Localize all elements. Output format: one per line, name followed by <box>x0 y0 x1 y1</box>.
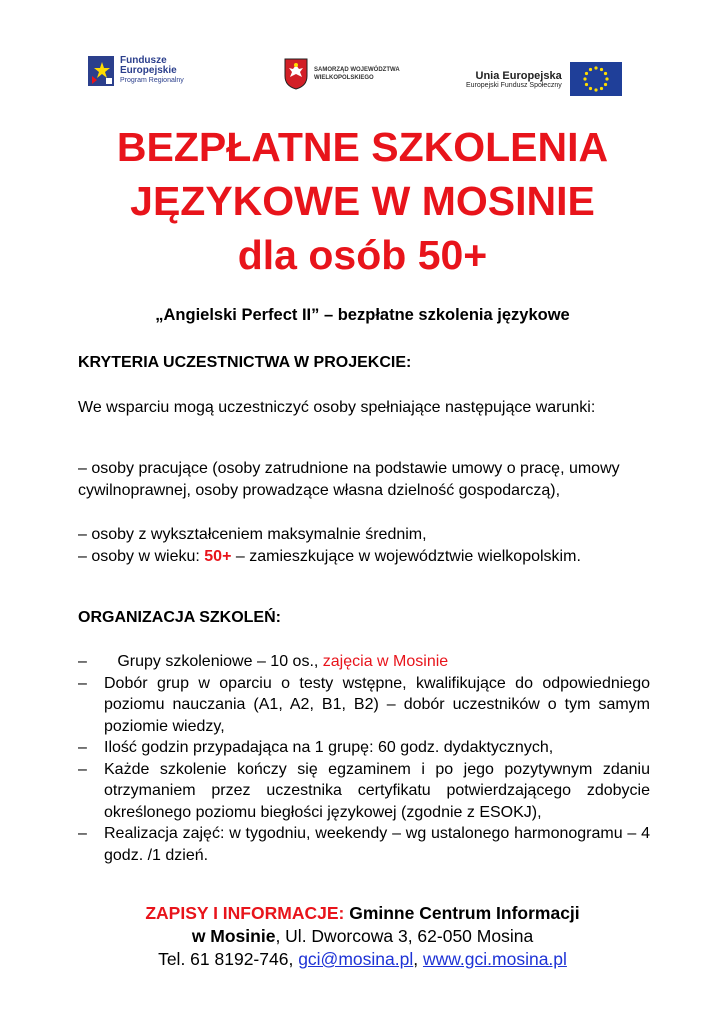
criteria-item-3-post: – zamieszkujące w województwie wielkopolskim. <box>231 548 581 565</box>
samorzad-line1: SAMORZĄD WOJEWÓDZTWA <box>314 67 400 73</box>
unia-europejska-logo <box>466 62 622 96</box>
eu-star <box>589 87 592 90</box>
list-dash: – <box>78 739 87 756</box>
fe-line3: Program Regionalny <box>120 77 184 84</box>
title-line2: JĘZYKOWE W MOSINIE <box>130 178 595 224</box>
subtitle: „Angielski Perfect II” – bezpłatne szkolenia językowe <box>155 306 570 324</box>
fundusze-europejskie-logo <box>88 56 184 86</box>
footer-line3 <box>0 948 725 971</box>
contact-separator: , <box>413 949 423 969</box>
title-line1: BEZPŁATNE SZKOLENIA <box>116 124 609 170</box>
fe-line2: Europejskie <box>120 65 177 76</box>
eu-star <box>583 77 586 80</box>
org-location: w Mosinie <box>191 926 276 946</box>
eu-star <box>585 72 588 75</box>
ue-line1: Unia Europejska <box>475 69 562 82</box>
eu-star <box>605 77 608 80</box>
fe-star-icon <box>88 56 114 86</box>
eu-star <box>600 87 603 90</box>
criteria-intro: We wsparciu mogą uczestniczyć osoby spełniające następujące warunki: <box>78 399 596 416</box>
list-item <box>78 673 650 738</box>
signup-label: ZAPISY I INFORMACJE: <box>145 903 345 923</box>
organization-heading: ORGANIZACJA SZKOLEŃ: <box>78 609 281 626</box>
website-link[interactable]: www.gci.mosina.pl <box>422 949 567 969</box>
email-link[interactable]: gci@mosina.pl <box>298 949 414 969</box>
list-item-location: zajęcia w Mosinie <box>322 653 449 670</box>
footer-line1 <box>0 902 725 925</box>
eu-flag-icon <box>570 62 622 96</box>
eu-star <box>604 72 607 75</box>
samorzad-line2: WIELKOPOLSKIEGO <box>314 75 374 81</box>
list-dash: – <box>78 760 87 778</box>
title-line3: dla osób 50+ <box>237 232 488 278</box>
criteria-heading: KRYTERIA UCZESTNICTWA W PROJEKCIE: <box>78 354 412 371</box>
ue-line2: Europejski Fundusz Społeczny <box>466 81 562 89</box>
eu-star <box>594 66 597 69</box>
criteria-item-3-pre: – osoby w wieku: <box>78 548 205 565</box>
criteria-item-3 <box>78 546 650 568</box>
list-dash: – <box>78 674 87 692</box>
list-item <box>78 759 650 824</box>
contact-footer <box>0 902 725 971</box>
list-item-text: Ilość godzin przypadająca na 1 grupę: 60 godz. dydaktycznych, <box>104 739 554 756</box>
list-item-text: Każde szkolenie kończy się egzaminem i po jego pozytywnym zdaniu otrzymaniem przez uczestnika certyfikatu potwierdzającego zdobycie określonego poziomu biegłości językowej (zgodnie z ESOKJ), <box>104 760 650 821</box>
eu-star <box>604 83 607 86</box>
list-item <box>78 823 650 866</box>
list-item <box>78 737 650 759</box>
org-name: Gminne Centrum Informacji <box>344 903 580 923</box>
coat-of-arms-icon <box>284 58 308 90</box>
criteria-item-2: – osoby z wykształceniem maksymalnie średnim, <box>78 526 427 543</box>
phone: Tel. 61 8192-746, <box>158 949 299 969</box>
footer-line2 <box>0 925 725 948</box>
list-item-text: Grupy szkoleniowe – 10 os., <box>104 653 323 670</box>
fe-line1: Fundusze <box>120 55 167 66</box>
address: , Ul. Dworcowa 3, 62-050 Mosina <box>275 926 534 946</box>
main-title <box>0 120 725 282</box>
eu-star <box>594 88 597 91</box>
eu-star <box>585 83 588 86</box>
eu-star <box>589 68 592 71</box>
list-item-text: Dobór grup w oparciu o testy wstępne, kwalifikujące do odpowiedniego poziomu nauczania (A1, A2, B1, B2) – dobór uczestników o tym samym poziomie wiedzy, <box>104 674 650 735</box>
list-dash: – <box>78 653 87 670</box>
eu-star <box>600 68 603 71</box>
list-item <box>78 651 650 673</box>
age-requirement: 50+ <box>204 548 232 565</box>
list-item-text: Realizacja zajęć: w tygodniu, weekendy – wg ustalonego harmonogramu – 4 godz. /1 dzień. <box>104 825 650 864</box>
samorzad-logo <box>284 58 400 90</box>
organization-list <box>78 651 650 866</box>
criteria-item-1: – osoby pracujące (osoby zatrudnione na podstawie umowy o pracę, umowy cywilnoprawnej, osoby prowadzące własna dzielność gospodarczą), <box>78 460 620 499</box>
list-dash: – <box>78 825 87 842</box>
